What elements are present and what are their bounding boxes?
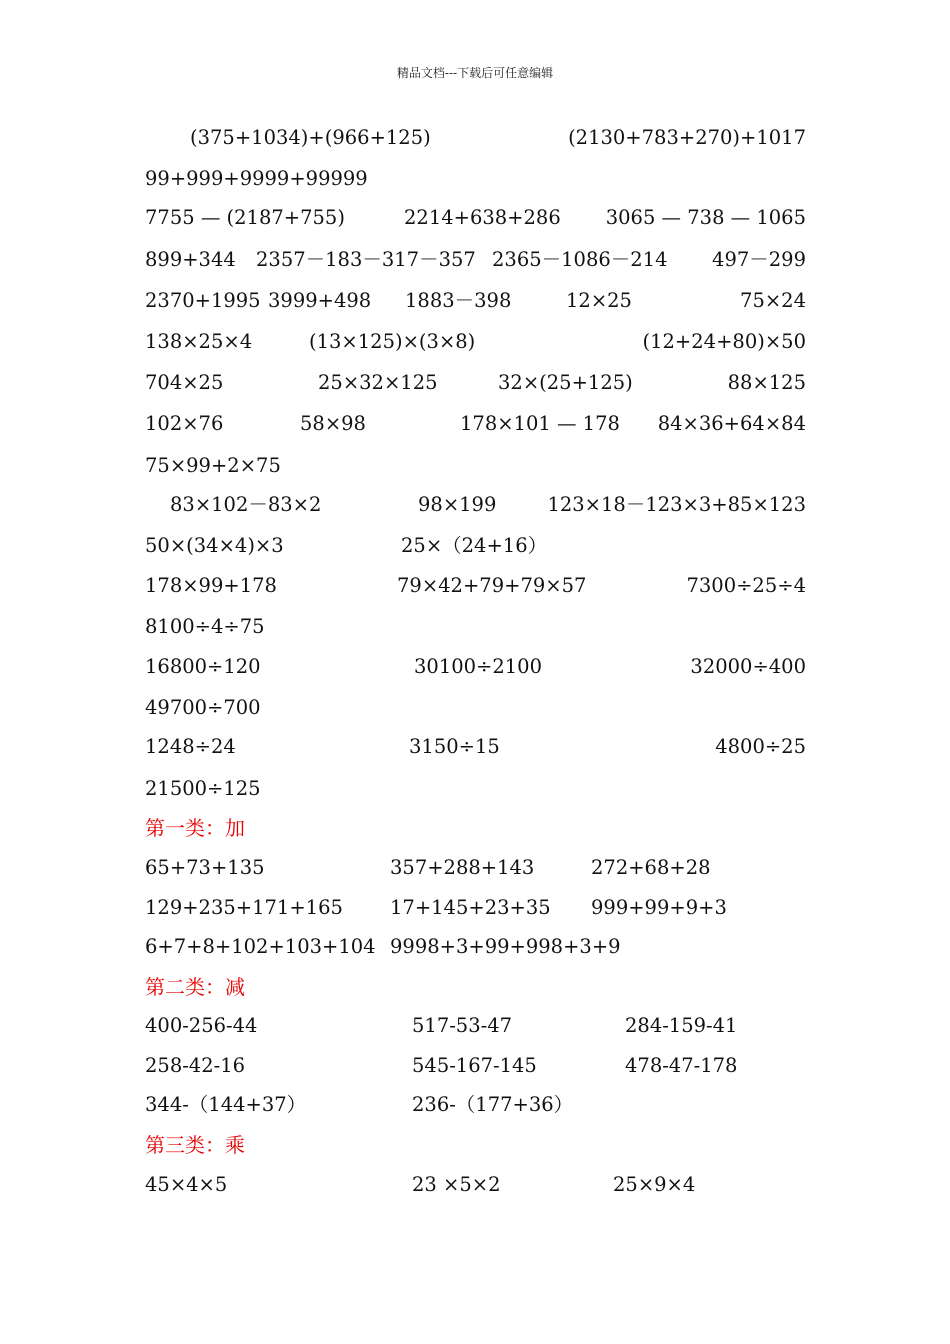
expression-row (0, 779, 950, 809)
expression: 58×98 (300, 412, 366, 435)
section-title-multiplication: 第三类：乘 (145, 1133, 245, 1157)
expression: 65+73+135 (145, 856, 265, 879)
expression: 17+145+23+35 (390, 896, 551, 919)
expression: 25×（24+16） (401, 534, 548, 557)
expression: 2365－1086－214 (492, 248, 668, 271)
expression: 88×125 (727, 371, 806, 394)
expression: 704×25 (145, 371, 224, 394)
expression: 899+344 (145, 248, 236, 271)
expression-row (0, 456, 950, 486)
expression: 25×9×4 (613, 1173, 696, 1196)
expression: 8100÷4÷75 (145, 615, 265, 638)
expression: 2357－183－317－357 (256, 248, 476, 271)
expression: 178×99+178 (145, 574, 277, 597)
expression: 7755 — (2187+755) (145, 206, 345, 229)
expression: 9998+3+99+998+3+9 (390, 935, 621, 958)
expression: 32000÷400 (690, 655, 806, 678)
expression-row (0, 898, 950, 928)
expression-row (0, 332, 950, 362)
expression-row (0, 495, 950, 525)
expression-row (0, 373, 950, 403)
expression: 30100÷2100 (414, 655, 542, 678)
expression: 50×(34×4)×3 (145, 534, 284, 557)
expression: 258-42-16 (145, 1054, 246, 1077)
expression: 236-（177+36） (412, 1093, 574, 1116)
expression-row (0, 414, 950, 444)
expression: 400-256-44 (145, 1014, 258, 1037)
expression-row (0, 858, 950, 888)
expression-row (0, 128, 950, 158)
expression: 3999+498 (268, 289, 372, 312)
expression: 98×199 (418, 493, 497, 516)
expression: 284-159-41 (625, 1014, 738, 1037)
expression: 32×(25+125) (498, 371, 633, 394)
expression: 545-167-145 (412, 1054, 537, 1077)
expression: 3065 — 738 — 1065 (605, 206, 806, 229)
expression: 75×99+2×75 (145, 454, 281, 477)
expression: 21500÷125 (145, 777, 261, 800)
expression-row (0, 1095, 950, 1125)
expression: 49700÷700 (145, 696, 261, 719)
expression-row (0, 1056, 950, 1086)
expression: 25×32×125 (318, 371, 438, 394)
expression-row (0, 617, 950, 647)
expression: 45×4×5 (145, 1173, 228, 1196)
expression: 16800÷120 (145, 655, 261, 678)
expression: 272+68+28 (591, 856, 711, 879)
expression-row (0, 291, 950, 321)
expression: 1248÷24 (145, 735, 236, 758)
expression: 138×25×4 (145, 330, 253, 353)
expression-row (0, 657, 950, 687)
expression: 79×42+79+79×57 (397, 574, 587, 597)
expression: 357+288+143 (390, 856, 535, 879)
expression-row (0, 250, 950, 280)
expression: 2370+1995 (145, 289, 261, 312)
expression: 344-（144+37） (145, 1093, 307, 1116)
expression: 3150÷15 (409, 735, 500, 758)
expression-row (0, 937, 950, 967)
page-header: 精品文档---下载后可任意编辑 (396, 66, 554, 80)
section-title-subtraction: 第二类：减 (145, 975, 245, 999)
expression: 999+99+9+3 (591, 896, 727, 919)
expression: 75×24 (740, 289, 806, 312)
section-title-addition: 第一类：加 (145, 816, 245, 840)
expression: 7300÷25÷4 (686, 574, 806, 597)
expression-row (0, 169, 950, 199)
expression: 178×101 — 178 (460, 412, 620, 435)
expression-row (0, 1016, 950, 1046)
expression: 23 ×5×2 (412, 1173, 501, 1196)
expression-row (0, 576, 950, 606)
expression: 2214+638+286 (404, 206, 561, 229)
expression-row (0, 1175, 950, 1205)
expression: (13×125)×(3×8) (309, 330, 476, 353)
expression: 12×25 (566, 289, 632, 312)
expression-row (0, 208, 950, 238)
expression: 84×36+64×84 (657, 412, 806, 435)
expression: 99+999+9999+99999 (145, 167, 368, 190)
expression: 4800÷25 (715, 735, 806, 758)
expression: 517-53-47 (412, 1014, 513, 1037)
expression: (375+1034)+(966+125) (190, 126, 431, 149)
expression: 102×76 (145, 412, 224, 435)
expression: 497－299 (712, 248, 806, 271)
expression: 6+7+8+102+103+104 (145, 935, 376, 958)
expression: 123×18－123×3+85×123 (547, 493, 806, 516)
expression-row (0, 536, 950, 566)
expression: (2130+783+270)+1017 (568, 126, 806, 149)
expression: 478-47-178 (625, 1054, 738, 1077)
expression: (12+24+80)×50 (642, 330, 806, 353)
expression-row (0, 737, 950, 767)
expression: 83×102－83×2 (170, 493, 322, 516)
expression: 129+235+171+165 (145, 896, 343, 919)
expression: 1883－398 (405, 289, 512, 312)
expression-row (0, 698, 950, 728)
